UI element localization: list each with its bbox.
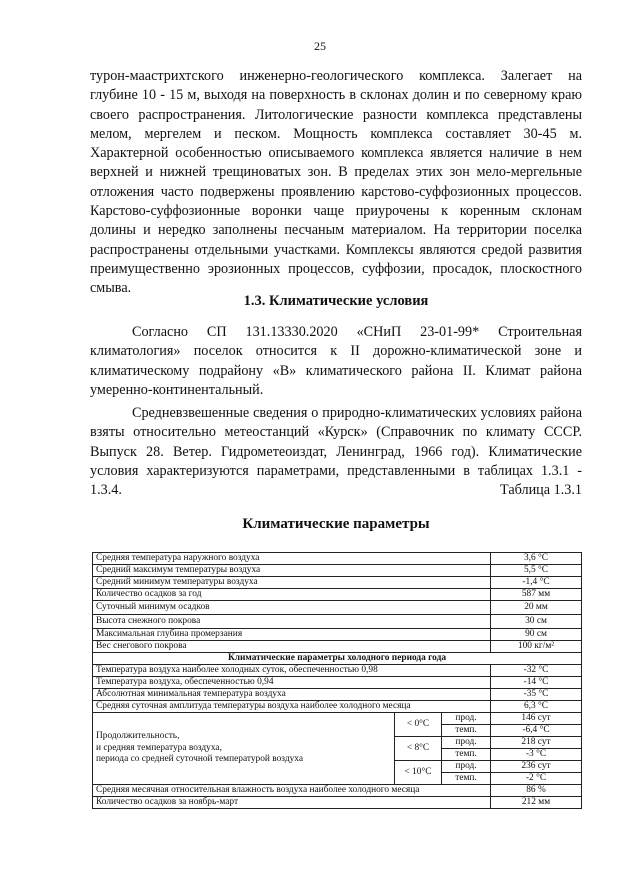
- row-label: Средний максимум температуры воздуха: [93, 565, 491, 577]
- duration-label-line: и средняя температура воздуха,: [96, 742, 222, 753]
- duration-label: [93, 713, 395, 785]
- temperature-sublabel: темп.: [442, 749, 491, 761]
- row-value: -2 °С: [491, 773, 582, 785]
- page-number: 25: [314, 39, 326, 53]
- table-row: [93, 713, 582, 725]
- row-label: Абсолютная минимальная температура воздуха: [93, 689, 491, 701]
- duration-sublabel: прод.: [442, 713, 491, 725]
- row-value: -14 °С: [491, 677, 582, 689]
- row-value: 5,5 °С: [491, 565, 582, 577]
- row-value: -6,4 °С: [491, 725, 582, 737]
- row-label: Средняя температура наружного воздуха: [93, 553, 491, 565]
- row-value: -35 °С: [491, 689, 582, 701]
- table-row: [93, 553, 582, 565]
- row-value: -32 °С: [491, 665, 582, 677]
- table-row: [93, 565, 582, 577]
- row-label: Средняя месячная относительная влажность воздуха наиболее холодного месяца: [93, 785, 491, 797]
- body-paragraph: турон-маастрихтского инженерно-геологического комплекса. Залегает на глубине 10 - 15 м, выходя на поверхность в склонах долин и по северному краю своего распространения. Литологические разности комплекса представлены мелом, мергелем и песком. Мощность комплекса составляет 30-45 м. Характерной особенностью описываемого комплекса является наличие в нем верхней и нижней трещиноватых зон. В пределах этих зон мело-мергельные отложения часто подвержены проявлению карстово-суффозионных процессов. Карстово-суффозионные воронки чаще приурочены к коренным склонам долины и нередко заполнены песчаным материалом. На территории поселка распространены отдельными участками. Комплексы являются средой развития преимущественно эрозионных процессов, суффозии, просадок, плоскостного смыва.: [90, 68, 582, 297]
- row-value: -1,4 °С: [491, 577, 582, 589]
- temperature-limit: < 8°С: [395, 737, 442, 761]
- duration-sublabel: прод.: [442, 761, 491, 773]
- row-value: 212 мм: [491, 797, 582, 809]
- row-label: Максимальная глубина промерзания: [93, 629, 491, 641]
- row-value: 146 сут: [491, 713, 582, 725]
- row-label: Температура воздуха наиболее холодных суток, обеспеченностью 0,98: [93, 665, 491, 677]
- temperature-sublabel: темп.: [442, 725, 491, 737]
- table-row: [93, 629, 582, 641]
- row-label: Средняя суточная амплитуда температуры воздуха наиболее холодного месяца: [93, 701, 491, 713]
- cold-period-header: Климатические параметры холодного периода года: [93, 653, 582, 665]
- temperature-limit: < 10°С: [395, 761, 442, 785]
- body-paragraph: Средневзвешенные сведения о природно-климатических условиях района взяты относительно метеостанций «Курск» (Справочник по климату СССР. Выпуск 28. Ветер. Гидрометеоиздат, Ленинград, 1966 год). Климатические условия характеризуются параметрами, представленными в таблицах 1.3.1 - 1.3.4.: [90, 405, 582, 499]
- table-row: [93, 577, 582, 589]
- row-value: 20 мм: [491, 601, 582, 615]
- table-row: [93, 665, 582, 677]
- duration-label-line: Продолжительность,: [96, 731, 180, 742]
- climate-parameters-table: [92, 552, 582, 809]
- row-label: Количество осадков за год: [93, 589, 491, 601]
- section-heading: 1.3. Климатические условия: [243, 293, 429, 309]
- row-value: 90 см: [491, 629, 582, 641]
- body-paragraph: Согласно СП 131.13330.2020 «СНиП 23-01-99* Строительная климатология» поселок относится к II дорожно-климатической зоне и климатическому подрайону «В» климатического района II. Климат района умеренно-континентальный.: [90, 324, 582, 398]
- table-row: [93, 641, 582, 653]
- row-label: Вес снегового покрова: [93, 641, 491, 653]
- table-title: Климатические параметры: [242, 516, 430, 532]
- row-value: -3 °С: [491, 749, 582, 761]
- row-value: 3,6 °С: [491, 553, 582, 565]
- duration-sublabel: прод.: [442, 737, 491, 749]
- temperature-sublabel: темп.: [442, 773, 491, 785]
- table-caption: Таблица 1.3.1: [500, 482, 582, 498]
- table-row: [93, 615, 582, 629]
- temperature-limit: < 0°С: [395, 713, 442, 737]
- row-label: Высота снежного покрова: [93, 615, 491, 629]
- duration-label-line: периода со средней суточной температурой воздуха: [96, 754, 304, 765]
- row-label: Суточный минимум осадков: [93, 601, 491, 615]
- row-value: 218 сут: [491, 737, 582, 749]
- row-value: 100 кг/м²: [491, 641, 582, 653]
- table-row: [93, 589, 582, 601]
- row-value: 587 мм: [491, 589, 582, 601]
- row-label: Количество осадков за ноябрь-март: [93, 797, 491, 809]
- table-group-header-row: [93, 653, 582, 665]
- table-row: [93, 797, 582, 809]
- row-label: Средний минимум температуры воздуха: [93, 577, 491, 589]
- row-value: 236 сут: [491, 761, 582, 773]
- row-value: 86 %: [491, 785, 582, 797]
- table-row: [93, 677, 582, 689]
- table-row: [93, 785, 582, 797]
- table-row: [93, 601, 582, 615]
- row-value: 6,3 °С: [491, 701, 582, 713]
- row-label: Температура воздуха, обеспеченностью 0,94: [93, 677, 491, 689]
- row-value: 30 см: [491, 615, 582, 629]
- table-row: [93, 701, 582, 713]
- table-row: [93, 689, 582, 701]
